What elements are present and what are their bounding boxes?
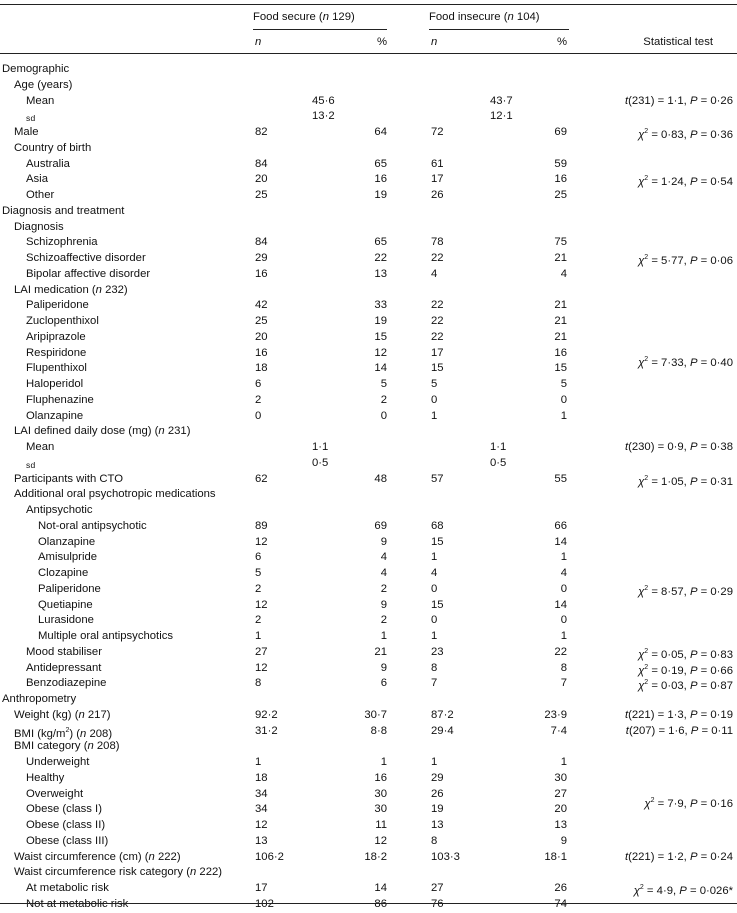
food-insecure-pct: 21 [554,330,567,343]
row-label: Aripiprazole [26,330,86,343]
food-insecure-n: 76 [431,897,444,910]
food-insecure-pct: 8 [560,661,567,674]
row-label: Diagnosis and treatment [2,204,125,217]
food-insecure-n: 27 [431,882,444,894]
statistical-test-result: $\chi^2 = 5\cdot 77$, P = 0·06 [638,254,733,267]
food-insecure-pct: 18·1 [544,850,567,863]
row-label: Schizophrenia [26,236,98,249]
food-secure-n: 12 [255,598,268,611]
food-insecure-mean-sd: 12·1 [490,110,513,123]
food-insecure-n: 103·3 [431,850,460,863]
food-insecure-n: 8 [431,834,438,847]
food-insecure-n: 22 [431,252,444,264]
food-secure-n: 20 [255,173,268,186]
food-insecure-pct: 14 [554,598,567,611]
food-secure-pct: 14 [374,882,387,894]
food-insecure-mean-sd: 43·7 [490,94,513,107]
food-secure-pct: 64 [374,126,387,138]
food-insecure-pct: 74 [554,897,567,910]
food-secure-pct: 6 [380,677,387,690]
row-label: BMI $(kg/m^2)$ (n 208) [14,726,113,740]
food-insecure-n: 22 [431,330,444,343]
food-insecure-mean-sd: 1·1 [490,441,507,453]
row-label: Not-oral antipsychotic [38,519,147,532]
food-insecure-n: 61 [431,157,444,170]
row-label: Obese (class III) [26,834,109,847]
food-secure-n: 18 [255,771,268,784]
row-label: Healthy [26,771,65,784]
food-insecure-pct: 7 [560,677,567,690]
food-secure-pct: 18·2 [364,850,387,863]
food-insecure-pct: 66 [554,519,567,532]
food-secure-n: 2 [255,393,262,406]
food-insecure-n: 17 [431,346,444,359]
row-label: Olanzapine [26,409,84,422]
statistical-test-result: t(221) = 1·3, P = 0·19 [624,708,733,721]
row-label: Anthropometry [2,693,77,705]
food-insecure-n: 15 [431,362,444,375]
food-secure-mean-sd: 45·6 [312,94,335,107]
food-secure-n: 102 [255,897,274,910]
food-insecure-n: 0 [431,582,438,595]
statistical-test-result: t(230) = 0·9, P = 0·38 [624,441,733,453]
row-label: Mood stabiliser [26,645,102,658]
food-secure-n: 6 [255,378,262,390]
food-secure-n: 84 [255,157,268,170]
food-secure-n: 2 [255,582,262,595]
food-secure-pct: 12 [374,834,387,847]
food-secure-pct: 69 [374,519,387,532]
row-label: Antidepressant [26,661,102,674]
row-label: Haloperidol [26,378,84,390]
food-secure-pct: 9 [380,661,387,674]
food-secure-n: 8 [255,677,262,690]
food-secure-pct: 5 [380,378,387,390]
food-insecure-n: 87·2 [431,708,454,721]
food-secure-n: 16 [255,267,268,280]
food-secure-n: 34 [255,803,268,816]
food-secure-n: 1 [255,756,262,768]
food-insecure-pct: 20 [554,803,567,816]
food-secure-n: 6 [255,551,262,564]
row-label: Fluphenazine [26,393,94,406]
food-insecure-n: 22 [431,299,444,312]
food-insecure-pct: 1 [560,409,567,422]
row-label: Other [26,189,55,201]
statistical-test-result: $\chi^2 = 1\cdot 05$, P = 0·31 [638,474,733,488]
food-insecure-pct: 1 [560,756,567,768]
header-rule [0,53,737,54]
food-secure-n: 17 [255,882,268,894]
food-secure-n: 34 [255,787,268,800]
food-secure-n: 12 [255,661,268,674]
row-label: Amisulpride [38,551,98,564]
row-label: Waist circumference risk category (n 222) [14,866,223,879]
food-insecure-pct: 26 [554,882,567,894]
food-secure-n: 29 [255,252,268,264]
food-insecure-n: 1 [431,409,438,422]
bottom-rule [0,903,737,904]
col-n-2: n [431,36,438,48]
row-label: Bipolar affective disorder [26,267,151,280]
food-insecure-pct: 30 [554,771,567,784]
food-secure-pct: 2 [380,614,387,627]
statistical-test-result: t(207) = 1·6, P = 0·11 [625,724,733,737]
food-secure-n: 25 [255,315,268,327]
food-insecure-n: 4 [431,267,438,280]
food-secure-n: 5 [255,567,262,579]
food-insecure-pct: 4 [560,567,567,579]
food-secure-pct: 9 [380,598,387,611]
header-food-secure: Food secure (n 129) [253,11,355,23]
food-insecure-pct: 75 [554,236,567,249]
row-label: Olanzapine [38,535,96,548]
food-secure-n: 89 [255,519,268,532]
row-label: BMI category (n 208) [14,740,120,753]
food-secure-pct: 14 [374,362,387,375]
row-label: sd [26,459,36,470]
statistical-test-result: t(231) = 1·1, P = 0·26 [624,94,733,107]
food-secure-pct: 11 [375,819,387,831]
food-insecure-pct: 7·4 [550,724,567,737]
food-insecure-n: 1 [431,756,438,768]
statistical-test-result: $\chi^2 = 7\cdot 9$, P = 0·16 [644,797,733,811]
food-insecure-mean-sd: 0·5 [490,456,507,469]
food-insecure-n: 57 [431,472,444,485]
food-secure-pct: 12 [374,346,387,359]
food-secure-n: 16 [255,346,268,359]
statistical-test-result: $\chi^2 = 4\cdot 9$, P = 0·026* [633,884,733,897]
food-insecure-pct: 0 [560,582,567,595]
food-secure-n: 31·2 [255,724,278,737]
col-pct-1: % [376,36,387,48]
top-rule [0,4,737,5]
food-insecure-pct: 21 [554,315,567,327]
food-secure-n: 27 [255,645,268,658]
food-secure-n: 92·2 [255,708,278,721]
food-insecure-n: 22 [431,315,444,327]
food-insecure-n: 0 [431,393,438,406]
statistical-test-result: $\chi^2 = 0\cdot 19$, P = 0·66 [638,663,733,677]
row-label: Quetiapine [38,598,93,611]
col-pct-2: % [556,36,567,48]
food-insecure-n: 26 [431,787,444,800]
row-label: Paliperidone [26,299,89,312]
row-label: Mean [26,94,55,107]
food-insecure-pct: 27 [554,787,567,800]
row-label: Country of birth [14,141,92,154]
food-secure-n: 12 [255,535,268,548]
food-secure-pct: 9 [380,535,387,548]
food-insecure-pct: 4 [560,267,567,280]
col-n-1: n [255,36,262,48]
food-secure-n: 13 [255,834,268,847]
food-insecure-pct: 9 [560,834,567,847]
food-secure-n: 0 [255,409,262,422]
row-label: Mean [26,441,55,453]
food-secure-pct: 16 [374,173,387,186]
food-insecure-pct: 55 [554,472,567,485]
row-label: Antipsychotic [26,504,93,516]
row-label: Benzodiazepine [26,677,107,690]
food-secure-n: 82 [255,126,268,138]
statistical-test-result: $\chi^2 = 0\cdot 03$, P = 0·87 [638,679,733,693]
row-label: Asia [26,173,48,186]
food-insecure-pct: 16 [554,173,567,186]
header-food-insecure: Food insecure (n 104) [429,11,540,23]
col-statistical-test: Statistical test [643,36,713,48]
food-insecure-pct: 25 [554,189,567,201]
statistical-test-result: $\chi^2 = 1\cdot 24$, P = 0·54 [638,175,733,189]
statistical-test-result: $\chi^2 = 8\cdot 57$, P = 0·29 [638,584,733,598]
food-insecure-n: 15 [431,598,444,611]
row-label: Underweight [26,756,90,768]
row-label: Zuclopenthixol [26,315,99,327]
food-insecure-pct: 1 [560,551,567,564]
statistical-test-result: $\chi^2 = 0\cdot 83$, P = 0·36 [638,128,733,141]
row-label: Overweight [26,787,84,800]
row-label: Clozapine [38,567,89,579]
food-insecure-pct: 21 [554,252,567,264]
row-label: Additional oral psychotropic medications [14,488,216,501]
row-label: Weight (kg) (n 217) [14,708,111,721]
food-secure-pct: 30 [374,803,387,816]
food-insecure-n: 72 [431,126,444,138]
row-label: Participants with CTO [14,472,124,485]
food-secure-n: 20 [255,330,268,343]
food-secure-pct: 86 [374,897,387,910]
food-insecure-pct: 13 [554,819,567,831]
food-secure-pct: 4 [380,551,387,564]
food-insecure-pct: 22 [554,645,567,658]
food-secure-pct: 21 [374,645,387,658]
group1-underline [253,29,387,30]
row-label: Obese (class I) [26,803,102,816]
food-insecure-n: 0 [431,614,438,627]
group2-underline [429,29,569,30]
food-insecure-n: 17 [431,173,444,186]
food-insecure-pct: 21 [554,299,567,312]
food-secure-pct: 33 [374,299,387,312]
food-secure-mean-sd: 0·5 [312,456,329,469]
row-label: Demographic [2,63,70,75]
food-secure-n: 2 [255,614,262,627]
food-insecure-n: 78 [431,236,444,249]
row-label: sd [26,113,36,124]
food-insecure-n: 19 [431,803,444,816]
food-insecure-pct: 69 [554,126,567,138]
food-insecure-n: 4 [431,567,438,579]
row-label: Multiple oral antipsychotics [38,630,173,642]
food-secure-n: 84 [255,236,268,249]
food-secure-pct: 19 [374,315,387,327]
row-label: Respiridone [26,346,87,359]
row-label: At metabolic risk [26,882,109,894]
food-secure-pct: 15 [374,330,387,343]
food-insecure-pct: 0 [560,393,567,406]
food-secure-pct: 2 [380,393,387,406]
food-secure-n: 62 [255,472,268,485]
food-secure-pct: 8·8 [370,724,387,737]
food-secure-n: 1 [255,630,262,642]
row-label: Diagnosis [14,220,64,233]
food-insecure-n: 7 [431,677,438,690]
food-secure-pct: 0 [380,409,387,422]
food-insecure-n: 1 [431,630,438,642]
row-label: Lurasidone [38,614,94,627]
food-secure-n: 25 [255,189,268,201]
food-secure-pct: 1 [380,630,387,642]
food-secure-pct: 19 [374,189,387,201]
row-label: Schizoaffective disorder [26,252,146,264]
food-secure-pct: 13 [374,267,387,280]
row-label: LAI defined daily dose (mg) (n 231) [14,425,191,438]
food-insecure-pct: 14 [554,535,567,548]
food-secure-pct: 16 [374,771,387,784]
food-secure-pct: 2 [380,582,387,595]
food-insecure-pct: 5 [560,378,567,390]
row-label: Age (years) [14,78,73,91]
food-insecure-n: 23 [431,645,444,658]
food-secure-pct: 30·7 [364,708,387,721]
row-label: Paliperidone [38,582,101,595]
food-insecure-n: 5 [431,378,438,390]
row-label: Flupenthixol [26,362,87,375]
row-label: Not at metabolic risk [26,897,129,910]
food-insecure-pct: 0 [560,614,567,627]
food-secure-n: 42 [255,299,268,312]
food-secure-pct: 4 [380,567,387,579]
food-secure-pct: 48 [374,472,387,485]
food-secure-pct: 22 [374,252,387,264]
food-insecure-n: 26 [431,189,444,201]
food-insecure-n: 8 [431,661,438,674]
food-secure-pct: 30 [374,787,387,800]
statistical-test-result: t(221) = 1·2, P = 0·24 [624,850,733,863]
food-secure-n: 106·2 [255,850,284,863]
row-label: LAI medication (n 232) [14,283,128,296]
row-label: Waist circumference (cm) (n 222) [14,850,181,863]
row-label: Australia [26,157,70,170]
food-secure-n: 12 [255,819,268,831]
food-insecure-n: 15 [431,535,444,548]
row-label: Obese (class II) [26,819,106,831]
food-insecure-pct: 59 [554,157,567,170]
food-secure-n: 18 [255,362,268,375]
food-insecure-n: 13 [431,819,444,831]
statistical-test-result: $\chi^2 = 7\cdot 33$, P = 0·40 [638,356,733,370]
food-secure-pct: 65 [374,236,387,249]
food-secure-mean-sd: 13·2 [312,110,335,123]
food-secure-mean-sd: 1·1 [312,441,329,453]
food-secure-pct: 65 [374,157,387,170]
food-insecure-n: 68 [431,519,444,532]
food-insecure-n: 1 [431,551,438,564]
statistical-test-result: $\chi^2 = 0\cdot 05$, P = 0·83 [638,647,733,661]
food-insecure-pct: 1 [560,630,567,642]
food-secure-pct: 1 [380,756,387,768]
row-label: Male [14,126,39,138]
food-insecure-pct: 15 [554,362,567,375]
food-insecure-n: 29 [431,771,444,784]
food-insecure-pct: 16 [554,346,567,359]
food-insecure-pct: 23·9 [544,708,567,721]
food-insecure-n: 29·4 [431,724,454,737]
